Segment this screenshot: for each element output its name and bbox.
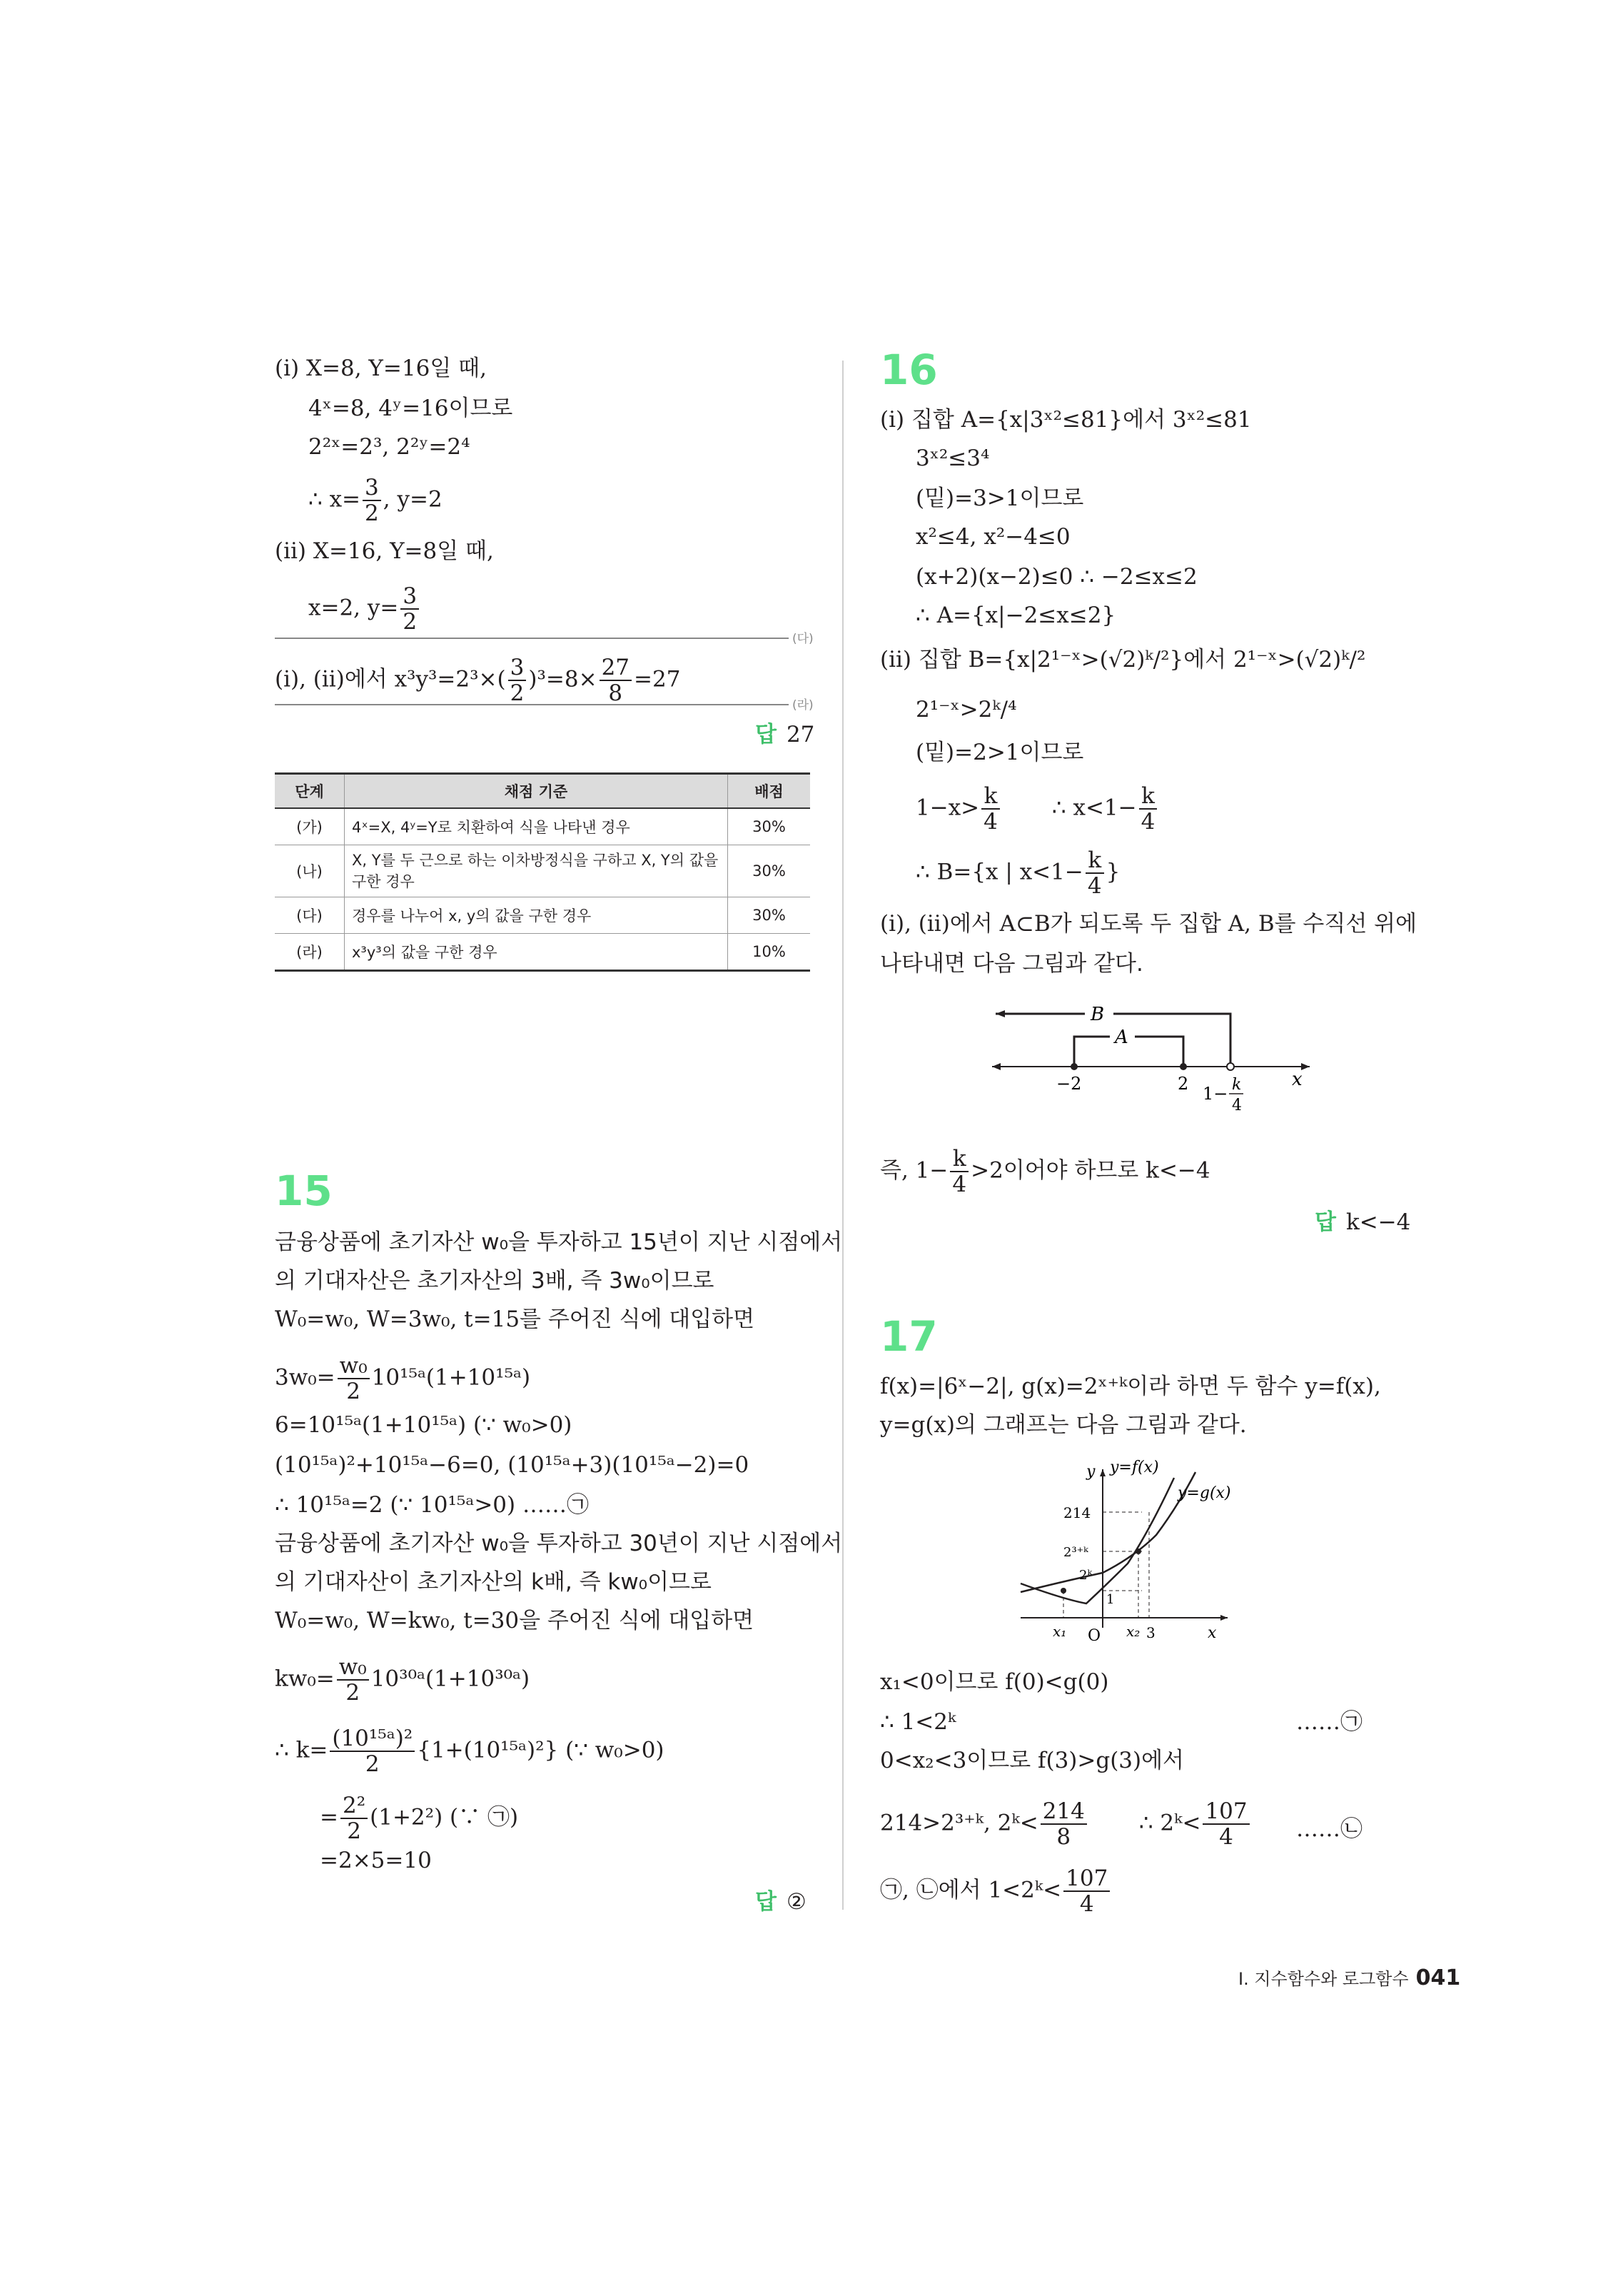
problem-number-17: 17 xyxy=(880,1312,938,1361)
p16-line: (x+2)(x−2)≤0 ∴ −2≤x≤2 xyxy=(916,564,1198,590)
chapter-title: Ⅰ. 지수함수와 로그함수 xyxy=(1238,1969,1409,1989)
p15-eq: ∴ k= $\frac{\text{(10¹⁵ᵃ)²}}{2}$ {1+(10¹⁵ᵃ)²} (∵ w₀>0) xyxy=(275,1726,664,1778)
p16-line: 나타내면 다음 그림과 같다. xyxy=(880,951,1143,977)
label-origin: O xyxy=(1088,1627,1101,1645)
axis-arrow xyxy=(992,1063,1001,1070)
p15-eq: ∴ 10¹⁵ᵃ=2 (∵ 10¹⁵ᵃ>0) ……㉠ xyxy=(275,1492,589,1518)
fraction: $\frac{k}{4}$ xyxy=(1139,784,1158,834)
step-marker-ra: (라) xyxy=(792,698,814,713)
fraction: $\frac{k}{4}$ xyxy=(950,1147,969,1197)
line-case-i-2: 2²ˣ=2³, 2²ʸ=2⁴ xyxy=(308,434,470,460)
label-1: 1 xyxy=(1106,1592,1115,1607)
line-case-i-result: ∴ x= $\frac{3}{2}$ , y=2 xyxy=(308,475,443,527)
axis-arrow xyxy=(1301,1063,1310,1070)
fraction: $\frac{\text{2²}}{2}$ xyxy=(340,1793,368,1843)
p17-line: y=g(x)의 그래프는 다음 그림과 같다. xyxy=(880,1412,1247,1438)
tick-k: k xyxy=(1232,1076,1242,1094)
p15-text: 의 기대자산은 초기자산의 3배, 즉 3w₀이므로 xyxy=(275,1268,714,1294)
answer-16: 답 k<−4 xyxy=(1315,1209,1411,1235)
label-y: y xyxy=(1086,1463,1096,1481)
table-row: (다) 경우를 나누어 x, y의 값을 구한 경우 30% xyxy=(275,897,810,934)
label-214: 214 xyxy=(1063,1504,1091,1521)
p16-line: 즉, 1− $\frac{k}{4}$ >2이어야 하므로 k<−4 xyxy=(880,1146,1210,1198)
fraction: $\frac{107}{4}$ xyxy=(1203,1799,1249,1849)
p16-line: x²≤4, x²−4≤0 xyxy=(916,524,1071,550)
p15-eq: (10¹⁵ᵃ)²+10¹⁵ᵃ−6=0, (10¹⁵ᵃ+3)(10¹⁵ᵃ−2)=0 xyxy=(275,1452,749,1478)
fraction: $\frac{27}{8}$ xyxy=(600,655,632,705)
answer-14: 답 27 xyxy=(755,722,815,747)
label-2-3k: 2³⁺ᵏ xyxy=(1063,1545,1088,1560)
p15-eq: =2×5=10 xyxy=(320,1848,432,1873)
axis-label-x: x xyxy=(1292,1069,1303,1090)
p17-mark: ……㉡ xyxy=(1296,1816,1362,1842)
fraction: $\frac{3}{2}$ xyxy=(363,475,381,525)
p16-line: 1−x> $\frac{k}{4}$ ∴ x<1− $\frac{k}{4}$ xyxy=(916,784,1159,834)
p17-mark: ……㉠ xyxy=(1296,1709,1362,1735)
intersection-x1 xyxy=(1061,1588,1066,1593)
label-B: B xyxy=(1091,1004,1105,1025)
fraction: $\frac{\text{w₀}}{2}$ xyxy=(337,1655,369,1705)
set-b-arrow xyxy=(996,1010,1005,1017)
column-divider xyxy=(842,361,844,1910)
p16-line: ∴ B={x | x<1− $\frac{k}{4}$ } xyxy=(916,847,1121,900)
p15-eq: = $\frac{\text{2²}}{2}$ (1+2²) (∵ ㉠) xyxy=(320,1793,519,1845)
table-header: 배점 xyxy=(728,774,811,809)
p16-line: (ⅱ) 집합 B={x|2¹⁻ˣ>(√2)ᵏ/²}에서 2¹⁻ˣ>(√2)ᵏ/² xyxy=(880,647,1366,673)
tick-4: 4 xyxy=(1232,1097,1242,1114)
p16-line: 2¹⁻ˣ>2ᵏ/⁴ xyxy=(916,697,1017,722)
tick-2: 2 xyxy=(1178,1074,1189,1094)
problem-number-15: 15 xyxy=(275,1167,333,1215)
line-case-ii: (ⅱ) X=16, Y=8일 때, xyxy=(275,538,494,564)
page-number: 041 xyxy=(1415,1965,1461,1990)
line-case-i: (ⅰ) X=8, Y=16일 때, xyxy=(275,356,487,381)
answer-15: 답 ② xyxy=(755,1889,807,1915)
tick-minus-2: −2 xyxy=(1056,1074,1082,1094)
line-final-calc: (ⅰ), (ⅱ)에서 x³y³=2³×( $\frac{3}{2}$ )³=8× $\frac{27}{8}$ =27 xyxy=(275,655,681,707)
fraction: $\frac{3}{2}$ xyxy=(400,584,419,634)
label-x-axis: x xyxy=(1208,1624,1217,1642)
p16-line: 3ˣ²≤3⁴ xyxy=(916,445,990,471)
fraction: $\frac{\text{(10¹⁵ᵃ)²}}{2}$ xyxy=(330,1726,415,1776)
page-footer xyxy=(1238,1965,1460,1990)
p15-eq: 6=10¹⁵ᵃ(1+10¹⁵ᵃ) (∵ w₀>0) xyxy=(275,1412,572,1438)
tick-1-minus: 1− xyxy=(1203,1084,1228,1104)
p15-eq: 3w₀= $\frac{\text{w₀}}{2}$ 10¹⁵ᵃ(1+10¹⁵ᵃ) xyxy=(275,1353,531,1405)
label-x2: x₂ xyxy=(1126,1623,1141,1640)
line-case-i-1: 4ˣ=8, 4ʸ=16이므로 xyxy=(308,396,513,421)
intersection-x2 xyxy=(1136,1549,1141,1554)
curve-g xyxy=(1021,1472,1195,1592)
p17-line: x₁<0이므로 f(0)<g(0) xyxy=(880,1669,1109,1695)
function-graph-figure xyxy=(1013,1456,1285,1649)
p17-line: 214>2³⁺ᵏ, 2ᵏ< $\frac{214}{8}$ ∴ 2ᵏ< $\frac{107}{4}$ xyxy=(880,1799,1252,1849)
p15-text: 의 기대자산이 초기자산의 k배, 즉 kw₀이므로 xyxy=(275,1569,712,1595)
point-minus-2 xyxy=(1071,1063,1078,1070)
point-1-minus-k4 xyxy=(1227,1063,1234,1070)
number-line-figure xyxy=(985,1000,1320,1128)
label-x1: x₁ xyxy=(1053,1623,1067,1640)
p15-text: W₀=w₀, W=kw₀, t=30을 주어진 식에 대입하면 xyxy=(275,1608,754,1633)
p17-line: ∴ 1<2ᵏ xyxy=(880,1709,956,1735)
table-header: 단계 xyxy=(275,774,345,809)
step-marker-da: (다) xyxy=(792,632,814,646)
problem-number-16: 16 xyxy=(880,346,938,394)
line-case-ii-result: x=2, y= $\frac{3}{2}$ xyxy=(308,584,421,634)
fraction: $\frac{\text{w₀}}{2}$ xyxy=(338,1354,370,1404)
fraction: $\frac{k}{4}$ xyxy=(981,784,1000,834)
label-2k: 2ᵏ xyxy=(1079,1568,1093,1583)
p17-line: 0<x₂<3이므로 f(3)>g(3)에서 xyxy=(880,1748,1185,1773)
p16-line: (ⅰ) 집합 A={x|3ˣ²≤81}에서 3ˣ²≤81 xyxy=(880,407,1252,433)
p16-line: (밑)=3>1이므로 xyxy=(916,485,1084,511)
p15-text: 금융상품에 초기자산 w₀을 투자하고 15년이 지난 시점에서 xyxy=(275,1229,843,1255)
p15-eq: kw₀= $\frac{\text{w₀}}{2}$ 10³⁰ᵃ(1+10³⁰ᵃ) xyxy=(275,1654,530,1706)
fraction: $\frac{3}{2}$ xyxy=(508,655,527,705)
p15-text: W₀=w₀, W=3w₀, t=15를 주어진 식에 대입하면 xyxy=(275,1306,755,1332)
step-rule xyxy=(275,704,789,705)
p15-text: 금융상품에 초기자산 w₀을 투자하고 30년이 지난 시점에서 xyxy=(275,1531,843,1556)
fraction: $\frac{k}{4}$ xyxy=(1086,848,1104,898)
table-row: (가) 4ˣ=X, 4ʸ=Y로 치환하여 식을 나타낸 경우 30% xyxy=(275,808,810,845)
fraction: $\frac{107}{4}$ xyxy=(1063,1866,1110,1916)
label-3: 3 xyxy=(1146,1624,1156,1641)
label-yg: y=g(x) xyxy=(1178,1484,1231,1502)
step-rule xyxy=(275,638,789,639)
table-row: (라) x³y³의 값을 구한 경우 10% xyxy=(275,934,810,971)
table-row: (나) X, Y를 두 근으로 하는 이차방정식을 구하고 X, Y의 값을 구한 경우 30% xyxy=(275,845,810,897)
p17-line: ㉠, ㉡에서 1<2ᵏ< $\frac{107}{4}$ xyxy=(880,1866,1112,1916)
p16-line: (ⅰ), (ⅱ)에서 A⊂B가 되도록 두 집합 A, B를 수직선 위에 xyxy=(880,911,1417,937)
p16-line: (밑)=2>1이므로 xyxy=(916,740,1084,765)
p17-line: f(x)=|6ˣ−2|, g(x)=2ˣ⁺ᵏ이라 하면 두 함수 y=f(x), xyxy=(880,1374,1381,1399)
label-A: A xyxy=(1115,1027,1128,1048)
p16-line: ∴ A={x|−2≤x≤2} xyxy=(916,603,1116,628)
fraction: $\frac{214}{8}$ xyxy=(1041,1799,1087,1849)
label-yf: y=f(x) xyxy=(1110,1459,1159,1476)
grading-table xyxy=(275,772,810,972)
table-header: 채점 기준 xyxy=(345,774,728,809)
point-2 xyxy=(1180,1063,1187,1070)
